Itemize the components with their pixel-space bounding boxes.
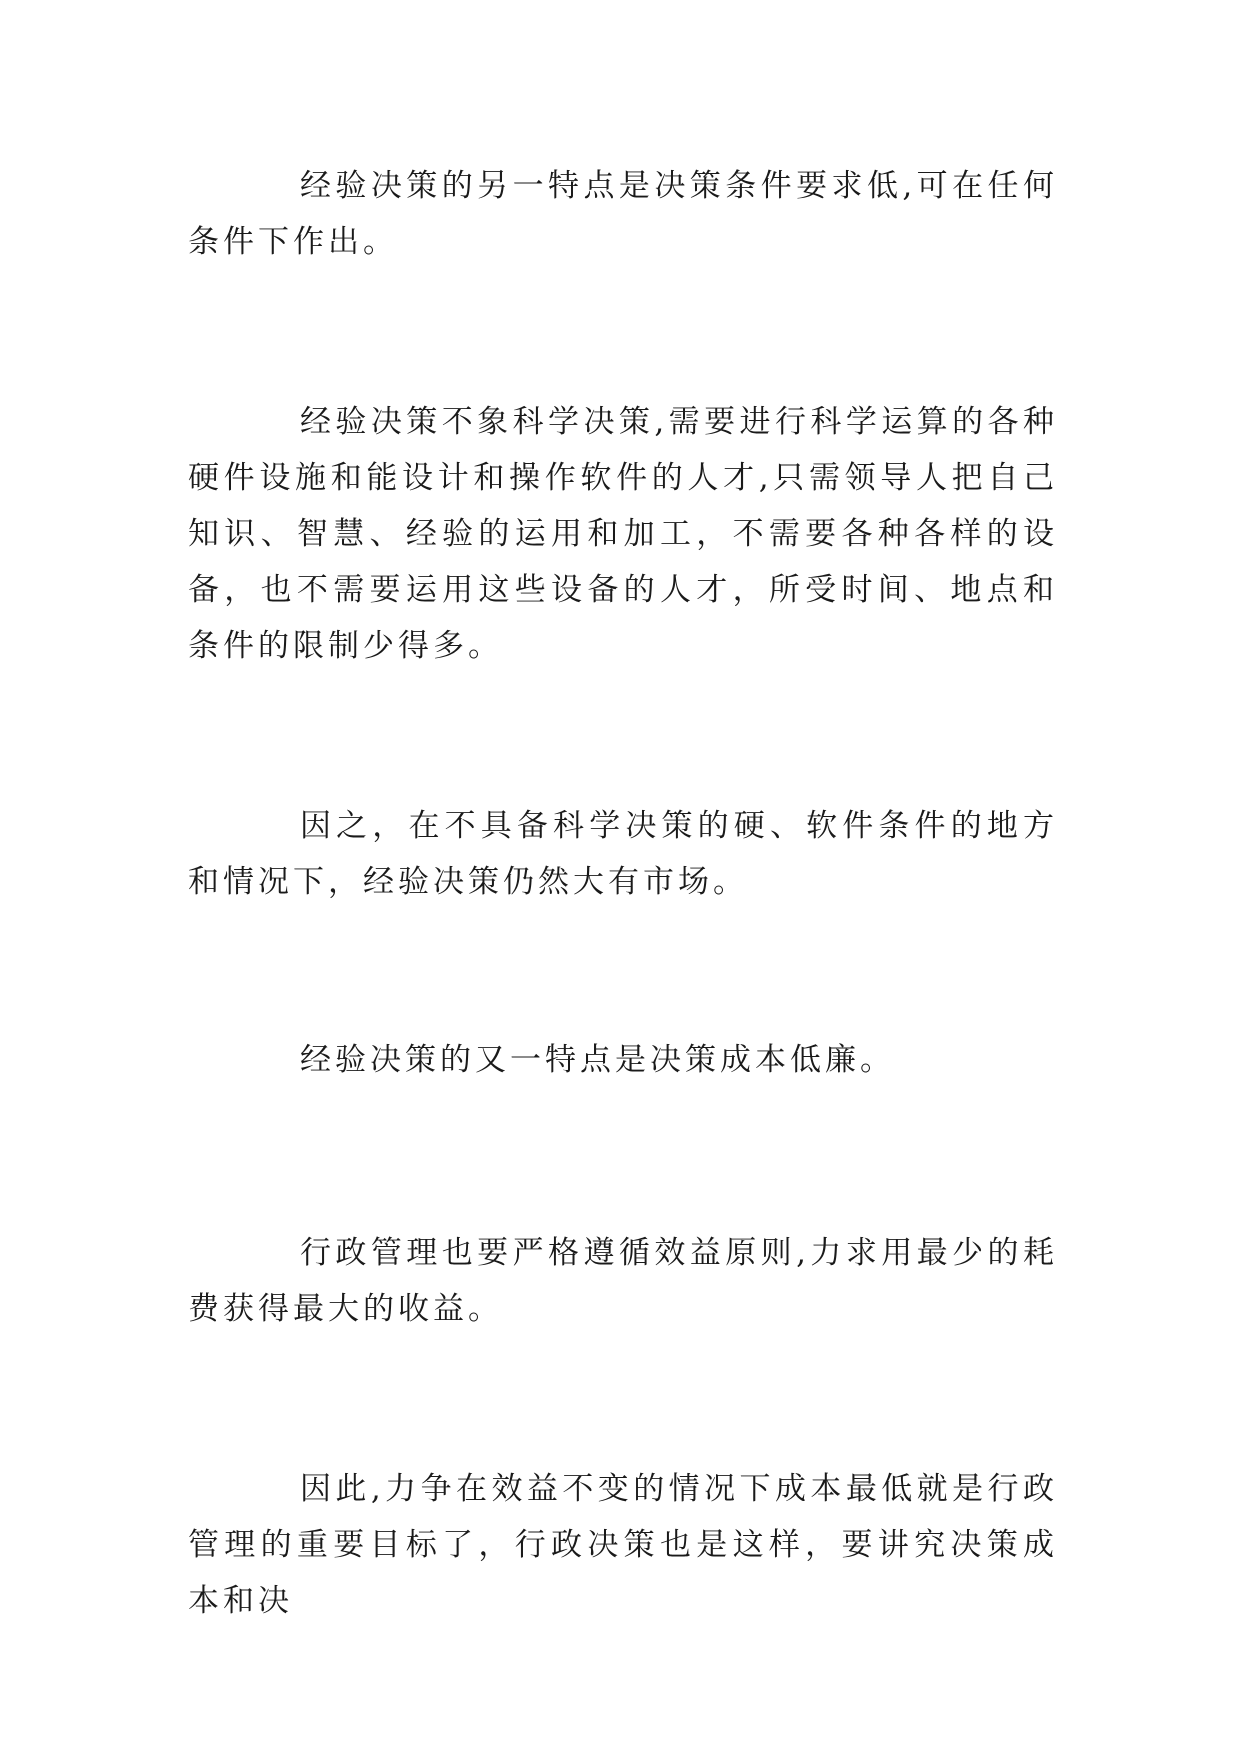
paragraph: 行政管理也要严格遵循效益原则,力求用最少的耗费获得最大的收益。: [188, 1235, 1058, 1327]
paragraph: 因此,力争在效益不变的情况下成本最低就是行政管理的重要目标了，行政决策也是这样，要讲究决策成本和决: [188, 1471, 1058, 1619]
paragraph: 经验决策不象科学决策,需要进行科学运算的各种硬件设施和能设计和操作软件的人才,只需领导人把自己知识、智慧、经验的运用和加工，不需要各种各样的设备，也不需要运用这些设备的人才，所受时间、地点和条件的限制少得多。: [188, 404, 1058, 664]
paragraph: 因之，在不具备科学决策的硬、软件条件的地方和情况下，经验决策仍然大有市场。: [188, 808, 1058, 900]
paragraph: 经验决策的又一特点是决策成本低廉。: [300, 1042, 895, 1078]
paragraph: 经验决策的另一特点是决策条件要求低,可在任何条件下作出。: [188, 168, 1058, 260]
